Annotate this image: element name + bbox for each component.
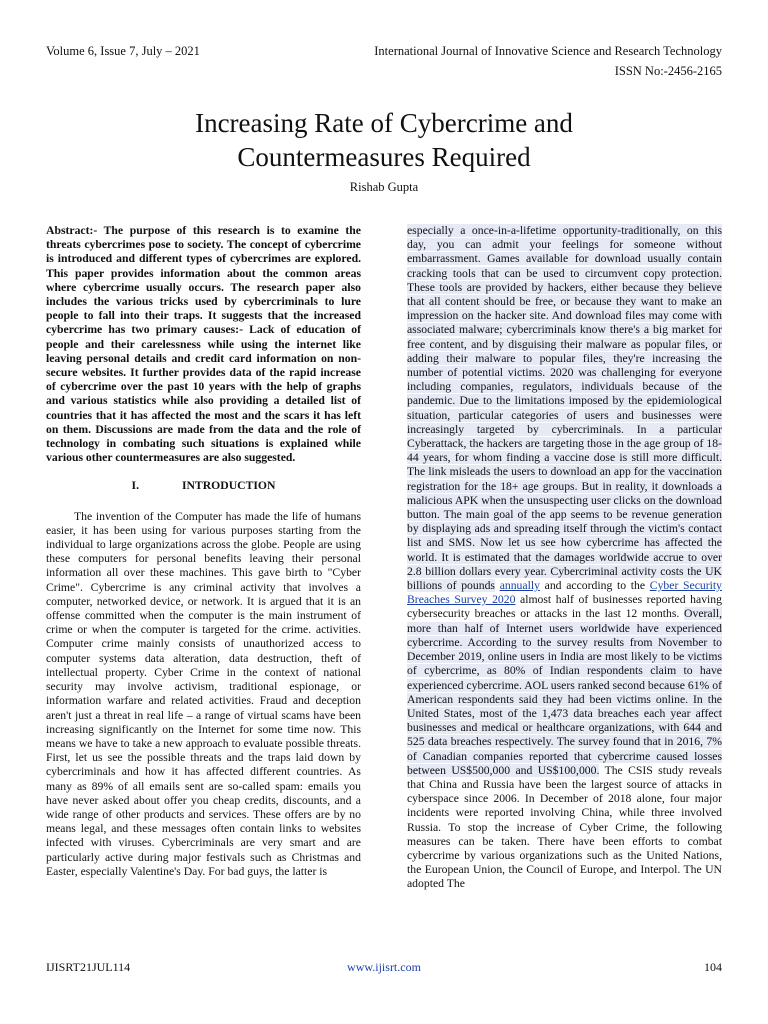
left-column: [46, 224, 361, 879]
author-name: Rishab Gupta: [349, 180, 419, 194]
text-part-1: especially a once-in-a-lifetime opportunity-traditionally, on this day, you can admit your feelings for someone without embarrassment. Games available for download usually contain cracking tools that can be used to circumvent copy protection. These tools are provided by hackers, either because they believe that all content should be free, or because they want to make an impression on the hacker site. And download files may come with associated malware; cybercriminals know there's a big market for free content, and by disguising their malware as popular files, or adding their malware to popular files, they're increasing the number of potential victims. 2020 was challenging for everyone including companies, regulators, individuals because of the pandemic. Due to the limitations imposed by the epidemiological situation, particular categories of users and businesses were increasingly targeted by cybercriminals. In a particular Cyberattack, the hackers are targeting those in the age group of 18-44 years, for whom finding a vaccine dose is still more difficult. The link misleads the users to download an app for the vaccination registration for the 18+ age groups. But in reality, it downloads a malicious APK when the unsuspecting user clicks on the download button. The main goal of the app seems to be revenue generation by displaying ads and spreading itself through the victim's contact list and SMS. Now let us see how cybercrime has affected the world. It is estimated that the damages worldwide accrue to over 2.8 billion dollars every year. Cybercriminal activity costs the UK billions of pounds: [407, 224, 722, 593]
breaches-survey-link[interactable]: Cyber Security Breaches Survey 2020: [407, 579, 722, 607]
section-number: I.: [131, 479, 140, 493]
text-mid: and according to the: [539, 579, 650, 593]
volume-info: Volume 6, Issue 7, July – 2021: [46, 44, 200, 58]
paper-id: IJISRT21JUL114: [46, 960, 131, 974]
text-part-3: The CSIS study reveals that China and Russia have been the largest source of attacks in cyberspace since 2006. In December of 2018 alone, four major incidents were reported involving China, while three involved Russia. To stop the increase of Cyber Crime, the following measures can be taken. There have been efforts to combat cybercrime by various organizations such as the United Nations, the European Union, the Council of Europe, and Interpol. The UN adopted The: [407, 763, 722, 891]
annually-link[interactable]: annually: [499, 579, 540, 593]
title-line-1: Increasing Rate of Cybercrime and: [195, 108, 573, 139]
abstract: Abstract:- The purpose of this research is to examine the threats cybercrimes pose to society. The concept of cybercrime is introduced and different types of cybercrimes are explored. This paper provides information about the common areas where cybercrime usually occurs. The research paper also includes the various tricks used by cybercriminals to lure people to fall into their traps. It suggests that the increased cybercrime has two primary causes:- Lack of education of people and their carelessness while using the internet like leaving personal details and credit card information on non-secure websites. It further provides data of the rapid increase of cybercrime over the past 10 years with the help of graphs and various statistics while also providing a detailed list of countries that it has affected the most and the scars it has left on them. Discussions are made from the data and the role of technology in combating such situations is explained while various other countermeasures are also suggested.: [46, 224, 361, 465]
continued-paragraph: [407, 224, 722, 892]
page-number: 104: [704, 960, 722, 974]
highlighted-text: Overall, more than half of Internet users worldwide have experienced cybercrime. According to the survey results from November to December 2019, online users in India are most likely to be victims of cybercrime, as 80% of Indian respondents claim to have experienced cybercrime. AOL users ranked second because 61% of American respondents said they had been victims online. In the United States, most of the 1,473 data breaches each year affect businesses and medical or healthcare organizations, with 644 and 525 data breaches respectively. The survey found that in 2016, 7% of Canadian companies reported that cybercrime caused losses between US$500,000 and US$100,000.: [407, 607, 722, 777]
intro-paragraph: The invention of the Computer has made the life of humans easier, it has been using for various purposes starting from the individual to large organizations across the globe. People are using these computers for personal benefits leaving their personal information all over these machines. This gave birth to "Cyber Crime". Cybercrime is any criminal activity that involves a computer, networked device, or network. It is argued that it is an offense committed when the computer is the main instrument of crime or when the computer is targeted for the crime. activities. Computer crime mainly consists of unauthorized access to computer systems data alteration, data destruction, theft of intellectual property. Cyber Crime in the context of national security may involve activism, traditional espionage, or information warfare and related activities. Fraud and deception aren't just a threat in real life – a range of virtual scams have been increasing significantly on the Internet for some time now. This means we have to take a new approach to evaluate possible threats. First, let us see the possible threats and the traps laid down by cybercriminals and how it has affected different countries. As many as 89% of all emails sent are so-called spam: emails you have never asked about offer you cheap credits, discounts, and a wide range of other products and services. These offers are by no means legal, and these messages often contain links to websites infected with viruses. Cybercriminals are very smart and are particularly active during major festivals such as Christmas and Easter, especially Valentine's Day. For bad guys, the latter is: [46, 509, 361, 878]
journal-name: International Journal of Innovative Science and Research Technology: [374, 44, 722, 58]
text-part-2: almost half of businesses reported having cybersecurity breaches or attacks in the last 12 months.: [407, 593, 722, 621]
title-line-2: Countermeasures Required: [237, 142, 531, 173]
right-column: [407, 224, 722, 892]
section-heading: [46, 479, 361, 493]
section-title: INTRODUCTION: [181, 479, 276, 493]
issn: ISSN No:-2456-2165: [614, 64, 722, 78]
paper-title: [0, 106, 768, 174]
website-link[interactable]: www.ijisrt.com: [347, 960, 421, 974]
